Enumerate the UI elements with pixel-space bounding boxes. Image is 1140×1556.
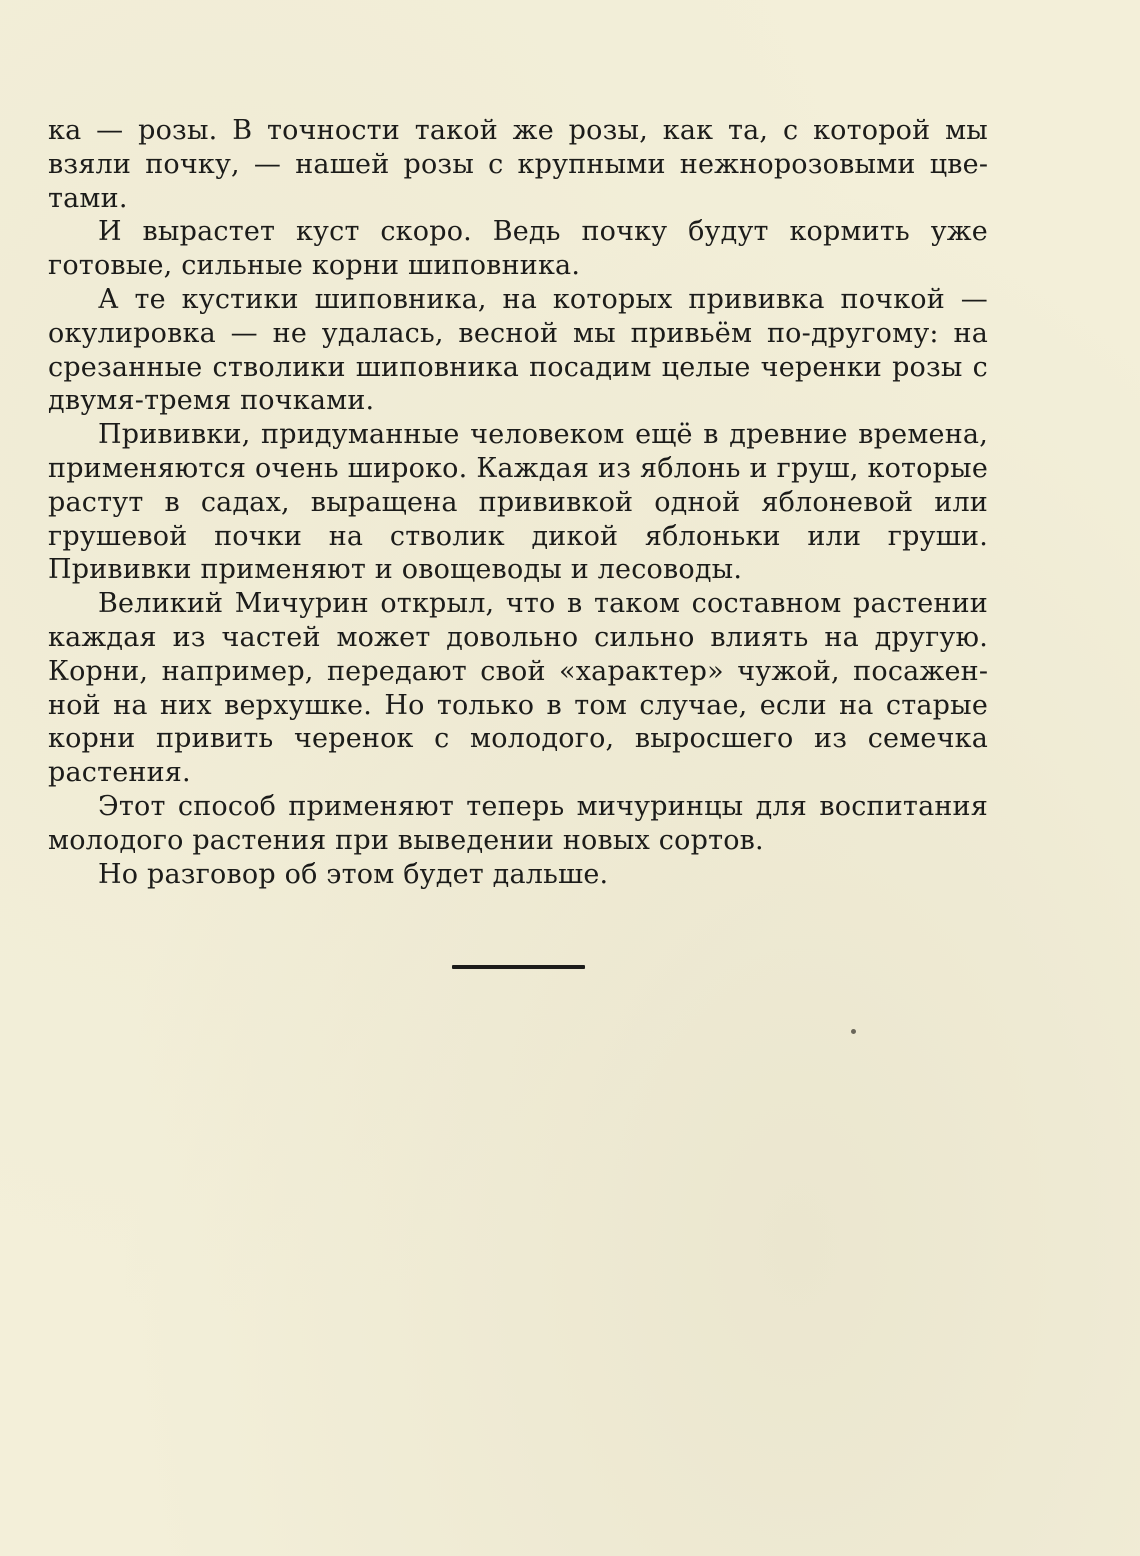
- paragraph-2: И вырастет куст скоро. Ведь почку будут кормить уже готовые, сильные корни шиповника.: [48, 216, 988, 282]
- paragraph-4: Прививки, придуманные человеком ещё в древние времена, применяются очень широко. Каждая из яблонь и груш, которые растут в садах, выращена прививкой одной яблоневой или грушевой почки на стволик дикой яблоньки или груши. Прививки применяют и овощеводы и лесоводы.: [48, 419, 988, 586]
- paragraph-7: Но разговор об этом будет дальше.: [98, 858, 609, 890]
- section-end-rule: [452, 965, 585, 969]
- paragraph-1: ка — розы. В точности такой же розы, как та, с которой мы взяли почку, — нашей розы с крупными нежнорозовыми цветами.: [48, 115, 988, 214]
- paragraph-3: А те кустики шиповника, на которых прививка почкой — окулировка — не удалась, весной мы привьём по-другому: на срезанные стволики шиповника посадим целые черенки розы с двумя-тремя почками.: [48, 283, 988, 417]
- paragraph-5: Великий Мичурин открыл, что в таком составном растении каждая из частей может довольно сильно влиять на другую. Корни, например, передают свой «характер» чужой, посаженной на них верхушке. Но только в том случае, если на старые корни привить черенок с молодого, выросшего из семечка растения.: [48, 588, 988, 789]
- ink-speck: [851, 1029, 856, 1034]
- body-text: [48, 114, 988, 891]
- paragraph-6: Этот способ применяют теперь мичуринцы для воспитания молодого растения при выведении новых сортов.: [48, 790, 988, 856]
